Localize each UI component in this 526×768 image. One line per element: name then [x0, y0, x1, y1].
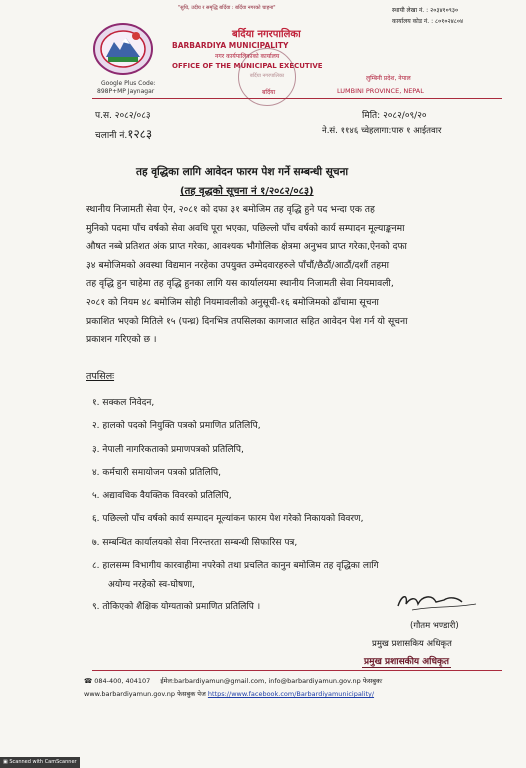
signature-icon — [392, 586, 482, 616]
footer-website[interactable]: www.barbardiyamun.gov.np — [84, 690, 176, 698]
list-item: ८. हालसम्म विभागीय कारवाहीमा नपरेको तथा प्रचलित कानुन बमोजिम तह वृद्धिका लागि — [92, 561, 379, 572]
municipality-logo-icon — [92, 22, 154, 76]
body-line: तह वृद्धि हुन चाहेमा तह वृद्धि हुनका लागि यस कार्यालयमा स्थानीय निजामती सेवा नियमावली, — [86, 278, 394, 290]
header-divider — [92, 98, 502, 99]
footer-contact — [84, 676, 382, 685]
notice-title: तह वृद्धिका लागि आवेदन फारम पेश गर्ने सम्बन्धी सूचना — [136, 166, 349, 178]
footer-fb-page-label: फेसबुक पेज — [177, 690, 206, 698]
list-item-continuation: अयोग्य नरहेको स्व-घोषणा, — [108, 580, 195, 591]
chalani-number: चलानी नं.१२८३ — [95, 127, 153, 141]
scanner-badge: ▣ Scanned with CamScanner — [0, 757, 80, 768]
list-item: ४. कर्मचारी समायोजन पत्रको प्रतिलिपि, — [92, 467, 221, 478]
office-name-np2: नगर कार्यपालिकाको कार्यालय — [215, 53, 280, 60]
office-stamp: बर्दिया नगरपालिका — [238, 48, 296, 106]
footer-phone: 084-400, 404107 — [94, 677, 151, 685]
province-en: LUMBINI PROVINCE, NEPAL — [337, 87, 424, 95]
province-np: लुम्बिनी प्रदेश, नेपाल — [366, 75, 411, 82]
notice-body — [86, 201, 468, 350]
body-line: औषत नब्बे प्रतिशत अंक प्राप्त गरेका, आवश्यक भौगोलिक क्षेत्रमा अनुभव प्राप्त गरेका,ऐनको दफा — [86, 241, 407, 253]
phone-icon: ☎ — [84, 677, 93, 685]
signatory-designation: प्रमुख प्रशासकिय अधिकृत — [372, 639, 452, 649]
list-item: २. हालको पदको नियुक्ति पत्रको प्रमाणित प्रतिलिपि, — [92, 421, 261, 432]
signatory-name: (गौतम भण्डारी) — [410, 621, 459, 631]
office-code-label: कार्यालय कोड नं. : ८०१०२४८०४ — [392, 18, 464, 25]
tapsil-heading: तपसिलः — [86, 371, 115, 382]
footer-fb-link[interactable]: https://www.facebook.com/Barbardiyamunicipality/ — [207, 690, 375, 698]
body-line: मुनिको पदमा पाँच वर्षको सेवा अवधि पूरा भएका, पछिल्लो पाँच वर्षको कार्य सम्पादन मूल्याङ्कनमा — [86, 222, 405, 234]
scanner-icon: ▣ — [3, 759, 8, 765]
list-item: ५. अद्यावधिक वैयक्तिक विवरको प्रतिलिपि, — [92, 491, 232, 502]
body-line: प्रकाशित भएको मितिले १५ (पन्ध्र) दिनभित्र तपसिलका कागजात सहित आवेदन पेश गर्न यो सूचना — [86, 315, 408, 327]
footer-divider — [92, 670, 502, 671]
notice-subtitle: (तह वृद्धको सूचना नं १/२०८२/०८३) — [180, 186, 314, 197]
office-name-en2: OFFICE OF THE MUNICIPAL EXECUTIVE — [172, 62, 323, 70]
miti: मिति: २०८२/०९/२० — [362, 111, 427, 121]
footer-web — [84, 689, 374, 698]
header-motto: "सुधि, उदीय र समृद्धि बर्दिया : बर्दिया नगरको चाहना" — [178, 5, 276, 11]
tapsil-list — [92, 392, 379, 620]
list-item: ९. तोकिएको शैक्षिक योग्यताको प्रमाणित प्रतिलिपि । — [92, 602, 261, 613]
google-code-label: Google Plus Code: — [101, 80, 156, 87]
nepal-samvat-date: ने.सं. ११४६ च्वेहलागा:पारु १ आईतवार — [322, 126, 442, 136]
patra-sankhya: प.स. २०८२/०८३ — [95, 111, 151, 121]
body-line: स्थानीय निजामती सेवा ऐन, २०८१ को दफा ३१ बमोजिम तह वृद्धि हुने पद भन्दा एक तह — [86, 204, 375, 215]
list-item: ७. सम्बन्धित कार्यालयको सेवा निरन्तरता सम्बन्धी सिफारिस पत्र, — [92, 537, 298, 548]
body-line: प्रकाशन गरिएको छ । — [86, 334, 157, 346]
list-item: ३. नेपाली नागरिकताको प्रमाणपत्रको प्रतिलिपि, — [92, 444, 244, 455]
list-item: १. सक्कल निवेदन, — [92, 398, 155, 408]
footer-email[interactable]: ईमेल:barbardiyamun@gmail.com, info@barbardiyamun.gov.np — [160, 677, 361, 685]
district-np: बर्दिया — [262, 89, 276, 96]
list-item: ६. पछिल्लो पाँच वर्षको कार्य सम्पादन मूल्यांकन फारम पेश गरेको निकायको विवरण, — [92, 514, 364, 525]
designation-stamp: प्रमुख प्रशासकीय अधिकृत — [362, 654, 451, 668]
body-line: २०८१ को नियम ४८ बमोजिम सोही नियमावलीको अनुसूची-१६ बमोजिमको ढाँचामा सूचना — [86, 296, 379, 308]
footer-fb-label: फेसबुकः — [362, 677, 383, 685]
pan-label: स्थायी लेखा नं. : २०३४१०९३० — [392, 7, 459, 14]
office-name-np: बर्दिया नगरपालिका — [232, 29, 301, 40]
body-line: ३४ बमोजिमको अवस्था विद्यमान नरहेका उपयुक्त उम्मेदवारहरुले पाँचौं/छैठौं/आठौं/दशौं तहमा — [86, 259, 389, 271]
office-name-en: BARBARDIYA MUNICIPALITY — [172, 41, 289, 50]
google-code: 898P+MP Jaynagar — [97, 88, 155, 95]
